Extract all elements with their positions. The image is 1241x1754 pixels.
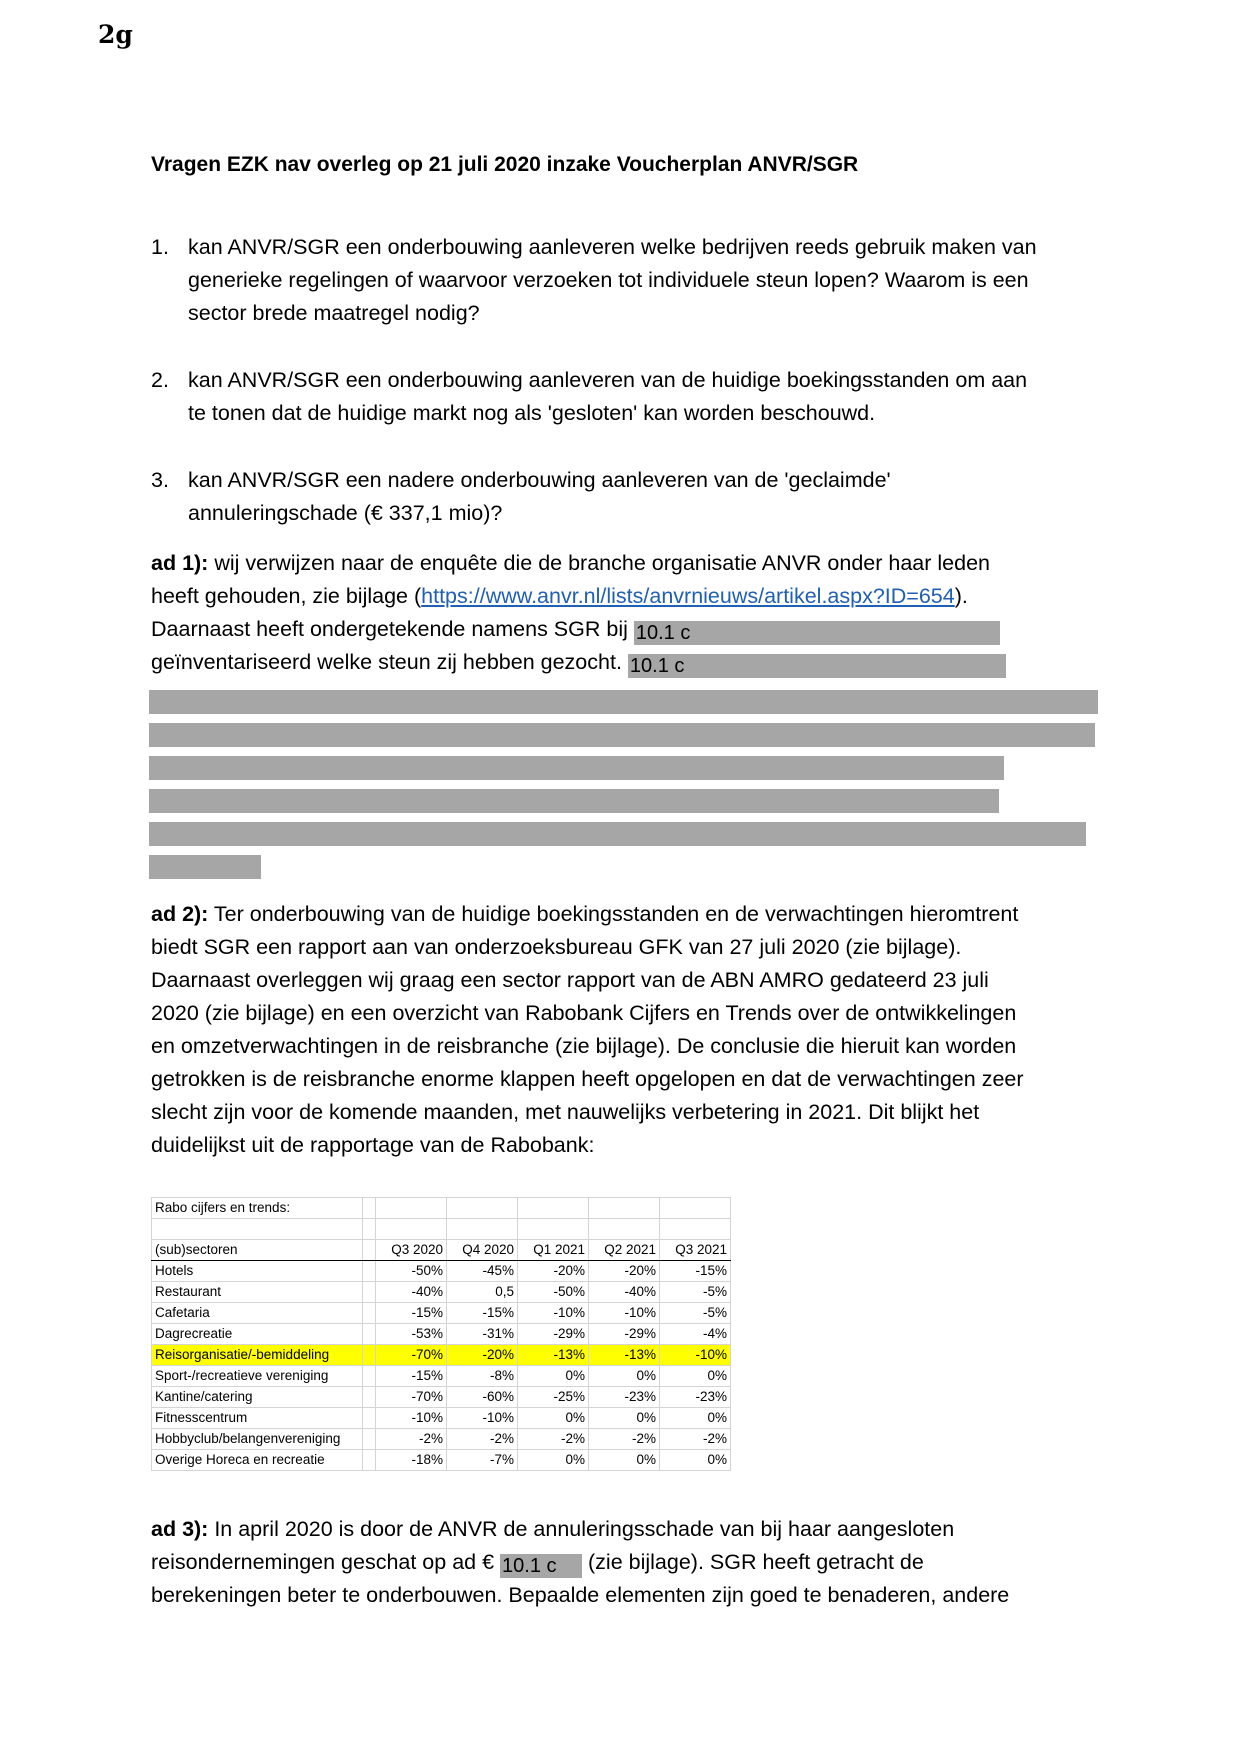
- question-line: kan ANVR/SGR een onderbouwing aanleveren welke bedrijven reeds gebruik maken van: [188, 235, 1037, 259]
- table-cell: [363, 1303, 376, 1324]
- table-value: -15%: [376, 1303, 447, 1324]
- table-value: -40%: [589, 1282, 660, 1303]
- redaction-bar: [149, 690, 1098, 714]
- table-value: -10%: [447, 1408, 518, 1429]
- table-cell: [363, 1345, 376, 1366]
- table-value: -2%: [376, 1429, 447, 1450]
- ad3-label: ad 3):: [151, 1517, 209, 1541]
- table-header-cell: Q4 2020: [447, 1240, 518, 1261]
- question-number: 1.: [151, 235, 169, 259]
- rabo-table: [151, 1197, 731, 1471]
- ad3-line: [151, 1513, 1009, 1546]
- table-value: 0%: [660, 1450, 731, 1471]
- table-header-row: [152, 1240, 731, 1261]
- ad1-text: wij verwijzen naar de enquête die de branche organisatie ANVR onder haar leden: [208, 551, 991, 575]
- table-cell: [518, 1198, 589, 1219]
- table-row: [152, 1324, 731, 1345]
- sector-name: Dagrecreatie: [152, 1324, 363, 1345]
- ad2-line: biedt SGR een rapport aan van onderzoeksbureau GFK van 27 juli 2020 (zie bijlage).: [151, 935, 962, 959]
- table-cell: [152, 1219, 363, 1240]
- ad1-section: [151, 547, 1006, 679]
- sector-name: Cafetaria: [152, 1303, 363, 1324]
- table-cell: [363, 1366, 376, 1387]
- table-value: -2%: [518, 1429, 589, 1450]
- table-empty-row: [152, 1219, 731, 1240]
- table-cell: [363, 1240, 376, 1261]
- table-cell: [589, 1198, 660, 1219]
- table-value: -13%: [589, 1345, 660, 1366]
- question-number: 2.: [151, 368, 169, 392]
- table-cell: [363, 1198, 376, 1219]
- sector-name: Hobbyclub/belangenvereniging: [152, 1429, 363, 1450]
- table-caption-row: [152, 1198, 731, 1219]
- table-row: [152, 1366, 731, 1387]
- ad3-section: [151, 1513, 1009, 1612]
- ad1-line: [151, 580, 1006, 613]
- table-header-cell: Q3 2021: [660, 1240, 731, 1261]
- ad3-text: reisondernemingen geschat op ad €: [151, 1550, 501, 1574]
- table-value: 0%: [589, 1408, 660, 1429]
- table-value: 0%: [518, 1366, 589, 1387]
- table-value: -20%: [518, 1261, 589, 1282]
- question-line: sector brede maatregel nodig?: [188, 301, 480, 325]
- table-value: -2%: [660, 1429, 731, 1450]
- redaction-bar: [149, 855, 261, 879]
- table-value: -10%: [660, 1345, 731, 1366]
- redaction-bar: [149, 789, 999, 813]
- table-value: -23%: [589, 1387, 660, 1408]
- table-cell: [363, 1408, 376, 1429]
- ad3-line: berekeningen beter te onderbouwen. Bepaalde elementen zijn goed te benaderen, andere: [151, 1583, 1010, 1607]
- document-title: Vragen EZK nav overleg op 21 juli 2020 inzake Voucherplan ANVR/SGR: [151, 153, 859, 176]
- ad1-text: Daarnaast heeft ondergetekende namens SGR bij: [151, 617, 634, 641]
- table-header-cell: Q1 2021: [518, 1240, 589, 1261]
- page-corner-label: 2g: [98, 20, 133, 49]
- ad1-text: heeft gehouden, zie bijlage (: [151, 584, 422, 608]
- sector-name: Hotels: [152, 1261, 363, 1282]
- table-value: -70%: [376, 1387, 447, 1408]
- ad1-text: geïnventariseerd welke steun zij hebben gezocht.: [151, 650, 628, 674]
- table-value: -10%: [518, 1303, 589, 1324]
- table-value: -70%: [376, 1345, 447, 1366]
- ad2-label: ad 2):: [151, 902, 209, 926]
- ad1-line: [151, 547, 1006, 580]
- ad3-line: [151, 1546, 1009, 1579]
- ad2-line: [151, 898, 1024, 931]
- table-cell: [363, 1219, 376, 1240]
- question-line: generieke regelingen of waarvoor verzoeken tot individuele steun lopen? Waarom is een: [188, 268, 1029, 292]
- table-cell: [363, 1261, 376, 1282]
- table-header-cell: (sub)sectoren: [152, 1240, 363, 1261]
- table-value: -29%: [589, 1324, 660, 1345]
- question-line: annuleringschade (€ 337,1 mio)?: [188, 501, 503, 525]
- question-number: 3.: [151, 468, 169, 492]
- sector-name: Overige Horeca en recreatie: [152, 1450, 363, 1471]
- table-row: [152, 1387, 731, 1408]
- ad3-text: In april 2020 is door de ANVR de annuleringsschade van bij haar aangesloten: [208, 1517, 955, 1541]
- ad1-line: [151, 613, 1006, 646]
- table-value: 0%: [660, 1408, 731, 1429]
- table-cell: [376, 1219, 447, 1240]
- table-row: [152, 1450, 731, 1471]
- table-cell: [363, 1429, 376, 1450]
- ad2-line: slecht zijn voor de komende maanden, met nauwelijks verbetering in 2021. Dit blijkt het: [151, 1100, 980, 1124]
- table-cell: [447, 1198, 518, 1219]
- redaction-box: 10.1 c: [634, 621, 1000, 645]
- table-header-cell: Q2 2021: [589, 1240, 660, 1261]
- table-value: -40%: [376, 1282, 447, 1303]
- table-value: -50%: [376, 1261, 447, 1282]
- table-row: [152, 1261, 731, 1282]
- question-line: kan ANVR/SGR een onderbouwing aanleveren van de huidige boekingsstanden om aan: [188, 368, 1028, 392]
- table-cell: [660, 1219, 731, 1240]
- table-cell: [447, 1219, 518, 1240]
- table-value: -20%: [589, 1261, 660, 1282]
- table-value: -15%: [660, 1261, 731, 1282]
- sector-name: Restaurant: [152, 1282, 363, 1303]
- table-value: 0%: [518, 1408, 589, 1429]
- table-value: -13%: [518, 1345, 589, 1366]
- table-value: -10%: [376, 1408, 447, 1429]
- table-row: [152, 1408, 731, 1429]
- ad1-line: [151, 646, 1006, 679]
- table-row: [152, 1282, 731, 1303]
- table-cell: [363, 1450, 376, 1471]
- table-value: -7%: [447, 1450, 518, 1471]
- table-row: [152, 1303, 731, 1324]
- table-cell: [660, 1198, 731, 1219]
- table-value: -23%: [660, 1387, 731, 1408]
- table-value: 0%: [660, 1366, 731, 1387]
- table-value: -45%: [447, 1261, 518, 1282]
- table-cell: [376, 1198, 447, 1219]
- ad2-line: getrokken is de reisbranche enorme klappen heeft opgelopen en dat de verwachtingen zeer: [151, 1067, 1024, 1091]
- question-line: te tonen dat de huidige markt nog als 'gesloten' kan worden beschouwd.: [188, 401, 876, 425]
- table-value: -4%: [660, 1324, 731, 1345]
- table-row: [152, 1429, 731, 1450]
- ad2-line: Daarnaast overleggen wij graag een sector rapport van de ABN AMRO gedateerd 23 juli: [151, 968, 989, 992]
- table-value: -60%: [447, 1387, 518, 1408]
- redaction-box: 10.1 c: [500, 1554, 582, 1578]
- table-cell: [518, 1219, 589, 1240]
- table-value: 0%: [589, 1366, 660, 1387]
- table-value: -31%: [447, 1324, 518, 1345]
- table-cell: [363, 1324, 376, 1345]
- anvr-link[interactable]: https://www.anvr.nl/lists/anvrnieuws/artikel.aspx?ID=654: [421, 584, 955, 608]
- ad2-line: duidelijkst uit de rapportage van de Rabobank:: [151, 1133, 595, 1157]
- table-value: 0%: [589, 1450, 660, 1471]
- ad1-text: ).: [954, 584, 968, 608]
- ad2-section: [151, 898, 1024, 1162]
- table-value: -2%: [447, 1429, 518, 1450]
- table-header-cell: Q3 2020: [376, 1240, 447, 1261]
- table-value: -18%: [376, 1450, 447, 1471]
- table-value: -2%: [589, 1429, 660, 1450]
- table-caption: Rabo cijfers en trends:: [152, 1198, 363, 1219]
- sector-name: Reisorganisatie/-bemiddeling: [152, 1345, 363, 1366]
- table-value: -50%: [518, 1282, 589, 1303]
- ad1-label: ad 1):: [151, 551, 209, 575]
- sector-name: Fitnesscentrum: [152, 1408, 363, 1429]
- sector-name: Kantine/catering: [152, 1387, 363, 1408]
- redaction-bar: [149, 723, 1095, 747]
- table-value: -29%: [518, 1324, 589, 1345]
- table-cell: [589, 1219, 660, 1240]
- redaction-bar: [149, 756, 1004, 780]
- question-line: kan ANVR/SGR een nadere onderbouwing aanleveren van de 'geclaimde': [188, 468, 891, 492]
- table-cell: [363, 1387, 376, 1408]
- ad2-line: en omzetverwachtingen in de reisbranche (zie bijlage). De conclusie die hieruit kan worden: [151, 1034, 1017, 1058]
- redaction-bar: [149, 822, 1086, 846]
- table-row: [152, 1345, 731, 1366]
- table-value: -5%: [660, 1282, 731, 1303]
- table-value: 0%: [518, 1450, 589, 1471]
- table-value: -25%: [518, 1387, 589, 1408]
- sector-name: Sport-/recreatieve vereniging: [152, 1366, 363, 1387]
- redaction-box: 10.1 c: [628, 654, 1006, 678]
- table-value: -8%: [447, 1366, 518, 1387]
- table-value: -15%: [376, 1366, 447, 1387]
- table-value: -10%: [589, 1303, 660, 1324]
- table-cell: [363, 1282, 376, 1303]
- table-value: -20%: [447, 1345, 518, 1366]
- table-value: -5%: [660, 1303, 731, 1324]
- table-value: -15%: [447, 1303, 518, 1324]
- table-value: 0,5: [447, 1282, 518, 1303]
- ad2-text: Ter onderbouwing van de huidige boekingsstanden en de verwachtingen hieromtrent: [208, 902, 1019, 926]
- ad3-text: (zie bijlage). SGR heeft getracht de: [582, 1550, 924, 1574]
- table-value: -53%: [376, 1324, 447, 1345]
- ad2-line: 2020 (zie bijlage) en een overzicht van Rabobank Cijfers en Trends over de ontwikkelingen: [151, 1001, 1017, 1025]
